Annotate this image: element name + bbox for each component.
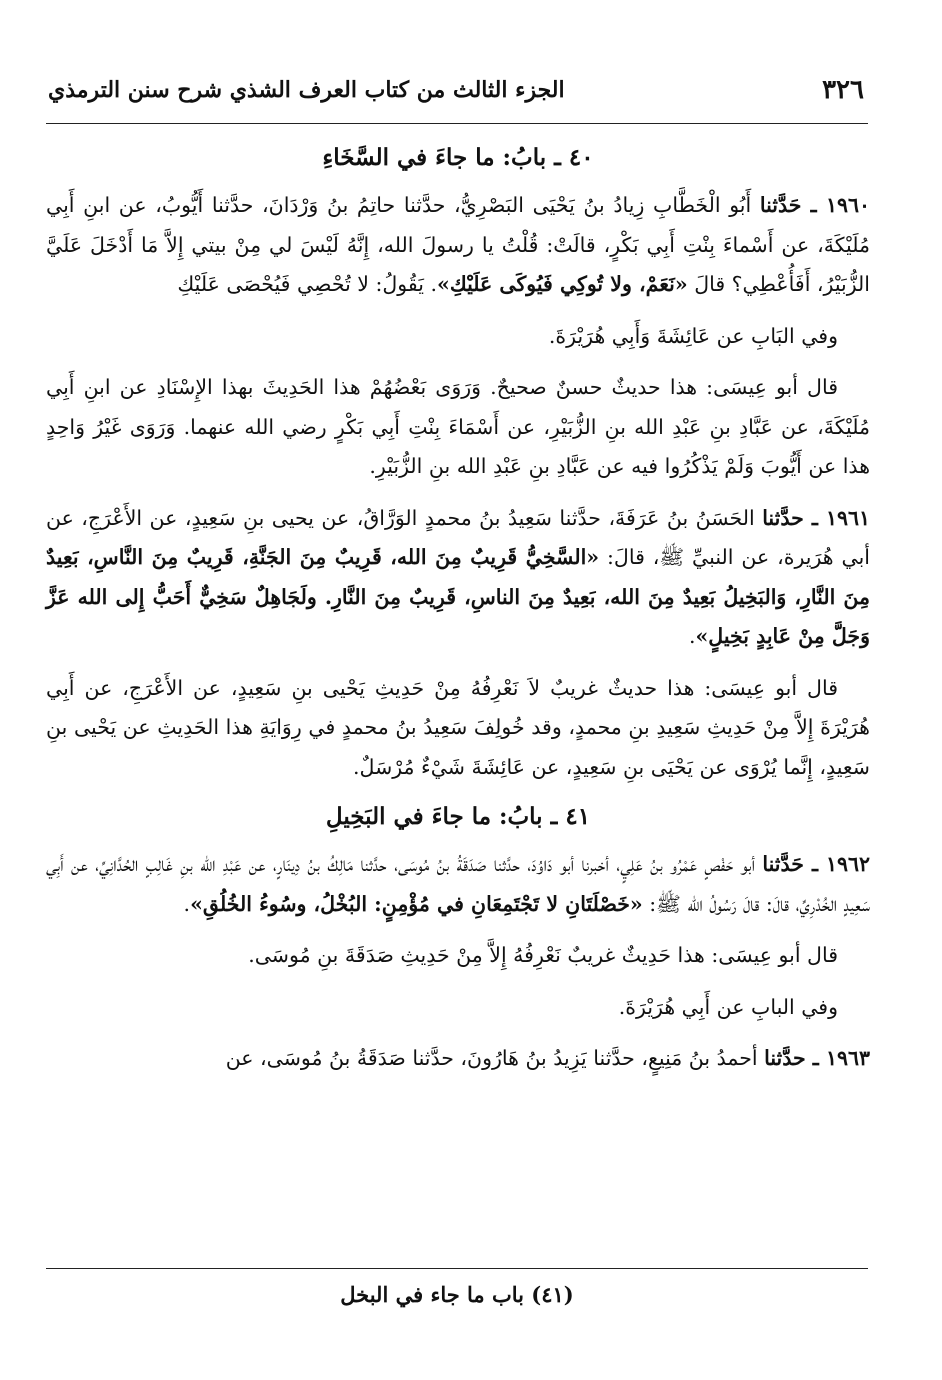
hadith-1963 (46, 1039, 870, 1079)
hadith-number: ١٩٦٢ ـ حَدَّثنا (762, 852, 870, 876)
hadith-number: ١٩٦٣ ـ حدَّثنا (764, 1046, 870, 1070)
hadith-text: أحمدُ بنُ مَنِيعٍ، حدَّثنا يَزِيدُ بنُ هَارُونَ، حدَّثنا صَدَقَةُ بنُ مُوسَى، عن (225, 1046, 765, 1070)
hadith-text: أبو حَفْصٍ عَمْرُو بنُ عَلِيٍ، أخبرنا أبو دَاوُدَ، حدَّثنا صَدَقَةُ بنُ مُوسَى، حدَّثنا مَالِكُ بنُ دِينَارٍ، عن عَبْدِ الله بنِ غَالِبٍ الحُدَّانِيِّ، عن أَبِي سَعِيدٍ الخُدْرِيِّ، قالَ: قالَ رَسُولُ الله ﷺ: (46, 852, 870, 916)
hadith-matn: «السَّخِيُّ قَرِيبٌ مِنَ الله، قَرِيبٌ مِنَ الجَنَّةِ، قَرِيبٌ مِنَ النَّاسِ، بَعِيدٌ مِنَ النَّارِ، وَالبَخِيلُ بَعِيدٌ مِنَ الله، بَعِيدٌ مِنَ الناسِ، قَرِيبٌ مِنَ النَّارِ. ولَجَاهِلٌ سَخِيٌّ أَحَبُّ إِلى الله عَزَّ وَجَلَّ مِنْ عَابِدٍ بَخِيلٍ» (46, 545, 870, 648)
abu-isa-comment-1961: قال أبو عِيسَى: هذا حديثٌ غريبٌ لاَ نَعْرِفُهُ مِنْ حَدِيثِ يَحْيى بنِ سَعِيدٍ، عن الأَعْرَجِ، عن أَبِي هُرَيْرَةَ إِلاَّ مِنْ حَدِيثِ سَعِيدِ بنِ محمدٍ، وقد خُولِفَ سَعِيدُ بنُ محمدٍ في رِوَايَةِ هذا الحَدِيثِ عن يَحْيى بنِ سَعِيدٍ، إِنَّما يُرْوَى عن يَحْيَى بنِ سَعِيدٍ، عن عَائِشَةَ شَيْءٌ مُرْسَلٌ. (46, 675, 870, 779)
footnote-divider (46, 1268, 868, 1269)
chapter-title-41: ٤١ ـ بابُ: ما جاءَ في البَخِيلِ (325, 803, 591, 830)
hadith-number: ١٩٦١ ـ حدَّثنا (762, 505, 870, 530)
bab-note-41: وفي البابِ عن أَبِي هُرَيْرَةَ. (618, 994, 838, 1019)
main-text (46, 140, 870, 1091)
hadith-matn: «خَصْلَتَانِ لا تَجْتَمِعَانِ في مُؤْمِنٍ: البُخْلُ، وسُوءُ الخُلُقِ» (190, 891, 643, 916)
hadith-1961 (46, 499, 870, 657)
footnote: (٤١) باب ما جاء في البخل (340, 1282, 574, 1307)
bab-note-40: وفي البَابِ عن عَائِشَةَ وَأَبِي هُرَيْرَةَ. (548, 323, 838, 348)
hadith-text: أَبُو الْخَطَّابِ زِيادُ بنُ يَحْيَى البَصْرِيُّ، حدَّثنا حاتِمُ بنُ وَرْدَانَ، حدَّثنا أَيُّوبُ، عن ابنِ أَبِي مُلَيْكَةَ، عن أَسْماءَ بِنْتِ أَبِي بَكْرٍ، قالَتْ: قُلْتُ يا رسولَ الله، إِنَّهُ لَيْسَ لي مِنْ بيتي إِلاَّ مَا أَدْخَلَ عَلَيَّ الزُّبَيْرُ، أَفَأُعْطِي؟ قالَ (46, 193, 870, 296)
hadith-number: ١٩٦٠ ـ حَدَّثنا (759, 193, 870, 217)
running-title: الجزء الثالث من كتاب العرف الشذي شرح سنن الترمذي (48, 77, 565, 103)
hadith-1962 (46, 845, 870, 924)
hadith-text: . (688, 624, 696, 648)
hadith-1960 (46, 186, 870, 305)
hadith-matn: «نَعَمْ، ولا تُوكِي فَيُوكَى عَلَيْكِ» (437, 272, 688, 296)
page-number: ٣٢٦ (822, 75, 864, 105)
abu-isa-comment-1960: قال أبو عِيسَى: هذا حديثٌ حسنٌ صحيحٌ. وَرَوَى بَعْضُهُمْ هذا الحَدِيثَ بهذا الإِسْنَادِ عن ابنِ أَبِي مُلَيْكَةَ، عن عَبَّادِ بنِ عَبْدِ الله بنِ الزُّبَيْرِ، عن أَسْمَاءَ بِنْتِ أَبِي بَكْرٍ رضي الله عنهما. وَرَوَى غَيْرُ وَاحِدٍ هذا عن أَيُّوبَ وَلَمْ يَذْكُرُوا فيه عن عَبَّادِ بنِ عَبْدِ الله بنِ الزُّبَيْرِ. (46, 375, 870, 478)
chapter-title-40: ٤٠ ـ بابُ: ما جاءَ في السَّخَاءِ (322, 144, 594, 171)
abu-isa-comment-1962: قال أبو عِيسَى: هذا حَدِيثٌ غريبٌ نَعْرِفُهُ إِلاَّ مِنْ حَدِيثِ صَدَقَةَ بنِ مُوسَى. (248, 943, 838, 967)
header-divider (46, 123, 868, 124)
page-header (48, 70, 864, 110)
hadith-text: . (183, 891, 191, 916)
hadith-text: الحَسَنُ بنُ عَرَفَةَ، حدَّثنا سَعِيدُ بنُ محمدٍ الوَرَّاقُ، عن يحيى بنِ سَعِيدٍ، عن الأَعْرَجِ، عن أبي هُرَيرة، عن النبيِّ ﷺ، قالَ: (46, 505, 871, 569)
hadith-text: . يَقُولُ: لا تُحْصِي فَيُحْصَى عَلَيْكِ (177, 272, 437, 296)
